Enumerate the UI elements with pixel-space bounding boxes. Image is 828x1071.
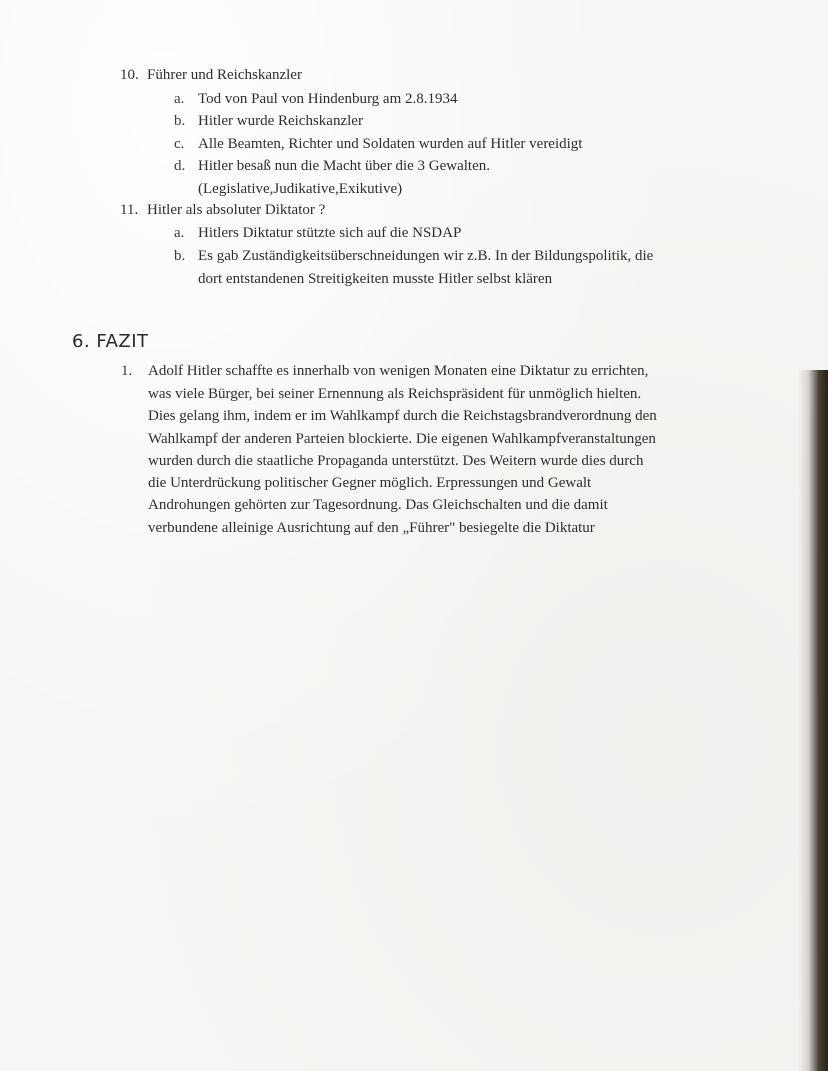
sub-item-marker: a. [174,225,185,241]
sub-item-marker: c. [174,136,185,152]
paragraph-marker: 1. [121,363,133,379]
paragraph-line: die Unterdrückung politischer Gegner möglich. Erpressungen und Gewalt [148,475,592,491]
sub-item-text: Es gab Zuständigkeitsüberschneidungen wir z.B. In der Bildungspolitik, die [198,248,654,264]
item-title: Führer und Reichskanzler [147,67,302,83]
sub-item-marker: b. [174,113,186,129]
item-number: 10. [120,67,139,83]
item-title: Hitler als absoluter Diktator ? [147,202,326,218]
sub-item-marker: b. [174,248,186,264]
section-heading-fazit: 6. FAZIT [72,331,149,352]
paragraph-line: Adolf Hitler schaffte es innerhalb von wenigen Monaten eine Diktatur zu errichten, [148,363,649,379]
item-number: 11. [120,202,139,218]
sub-item-text: Alle Beamten, Richter und Soldaten wurden auf Hitler vereidigt [198,136,583,152]
paragraph-line: Wahlkampf der anderen Parteien blockierte. Die eigenen Wahlkampfveranstaltungen [148,431,656,447]
sub-item-text-continuation: (Legislative,Judikative,Exikutive) [198,181,403,197]
sub-item-text: Hitler besaß nun die Macht über die 3 Gewalten. [198,158,490,174]
paragraph-line: Dies gelang ihm, indem er im Wahlkampf durch die Reichstagsbrandverordnung den [148,408,657,424]
paragraph-line: was viele Bürger, bei seiner Ernennung als Reichspräsident für unmöglich hielten. [148,386,642,402]
sub-item-text: Hitler wurde Reichskanzler [198,113,363,129]
sub-item-text: Hitlers Diktatur stützte sich auf die NSDAP [198,225,462,241]
sub-item-text: Tod von Paul von Hindenburg am 2.8.1934 [198,91,458,107]
paragraph-line: wurden durch die staatliche Propaganda unterstützt. Des Weitern wurde dies durch [148,453,644,469]
paragraph-line: Androhungen gehörten zur Tagesordnung. Das Gleichschalten und die damit [148,497,608,513]
sub-item-marker: a. [174,91,185,107]
paragraph-line: verbundene alleinige Ausrichtung auf den „Führer" besiegelte die Diktatur [148,520,595,536]
sub-item-text-continuation: dort entstandenen Streitigkeiten musste Hitler selbst klären [198,271,553,287]
sub-item-marker: d. [174,158,186,174]
